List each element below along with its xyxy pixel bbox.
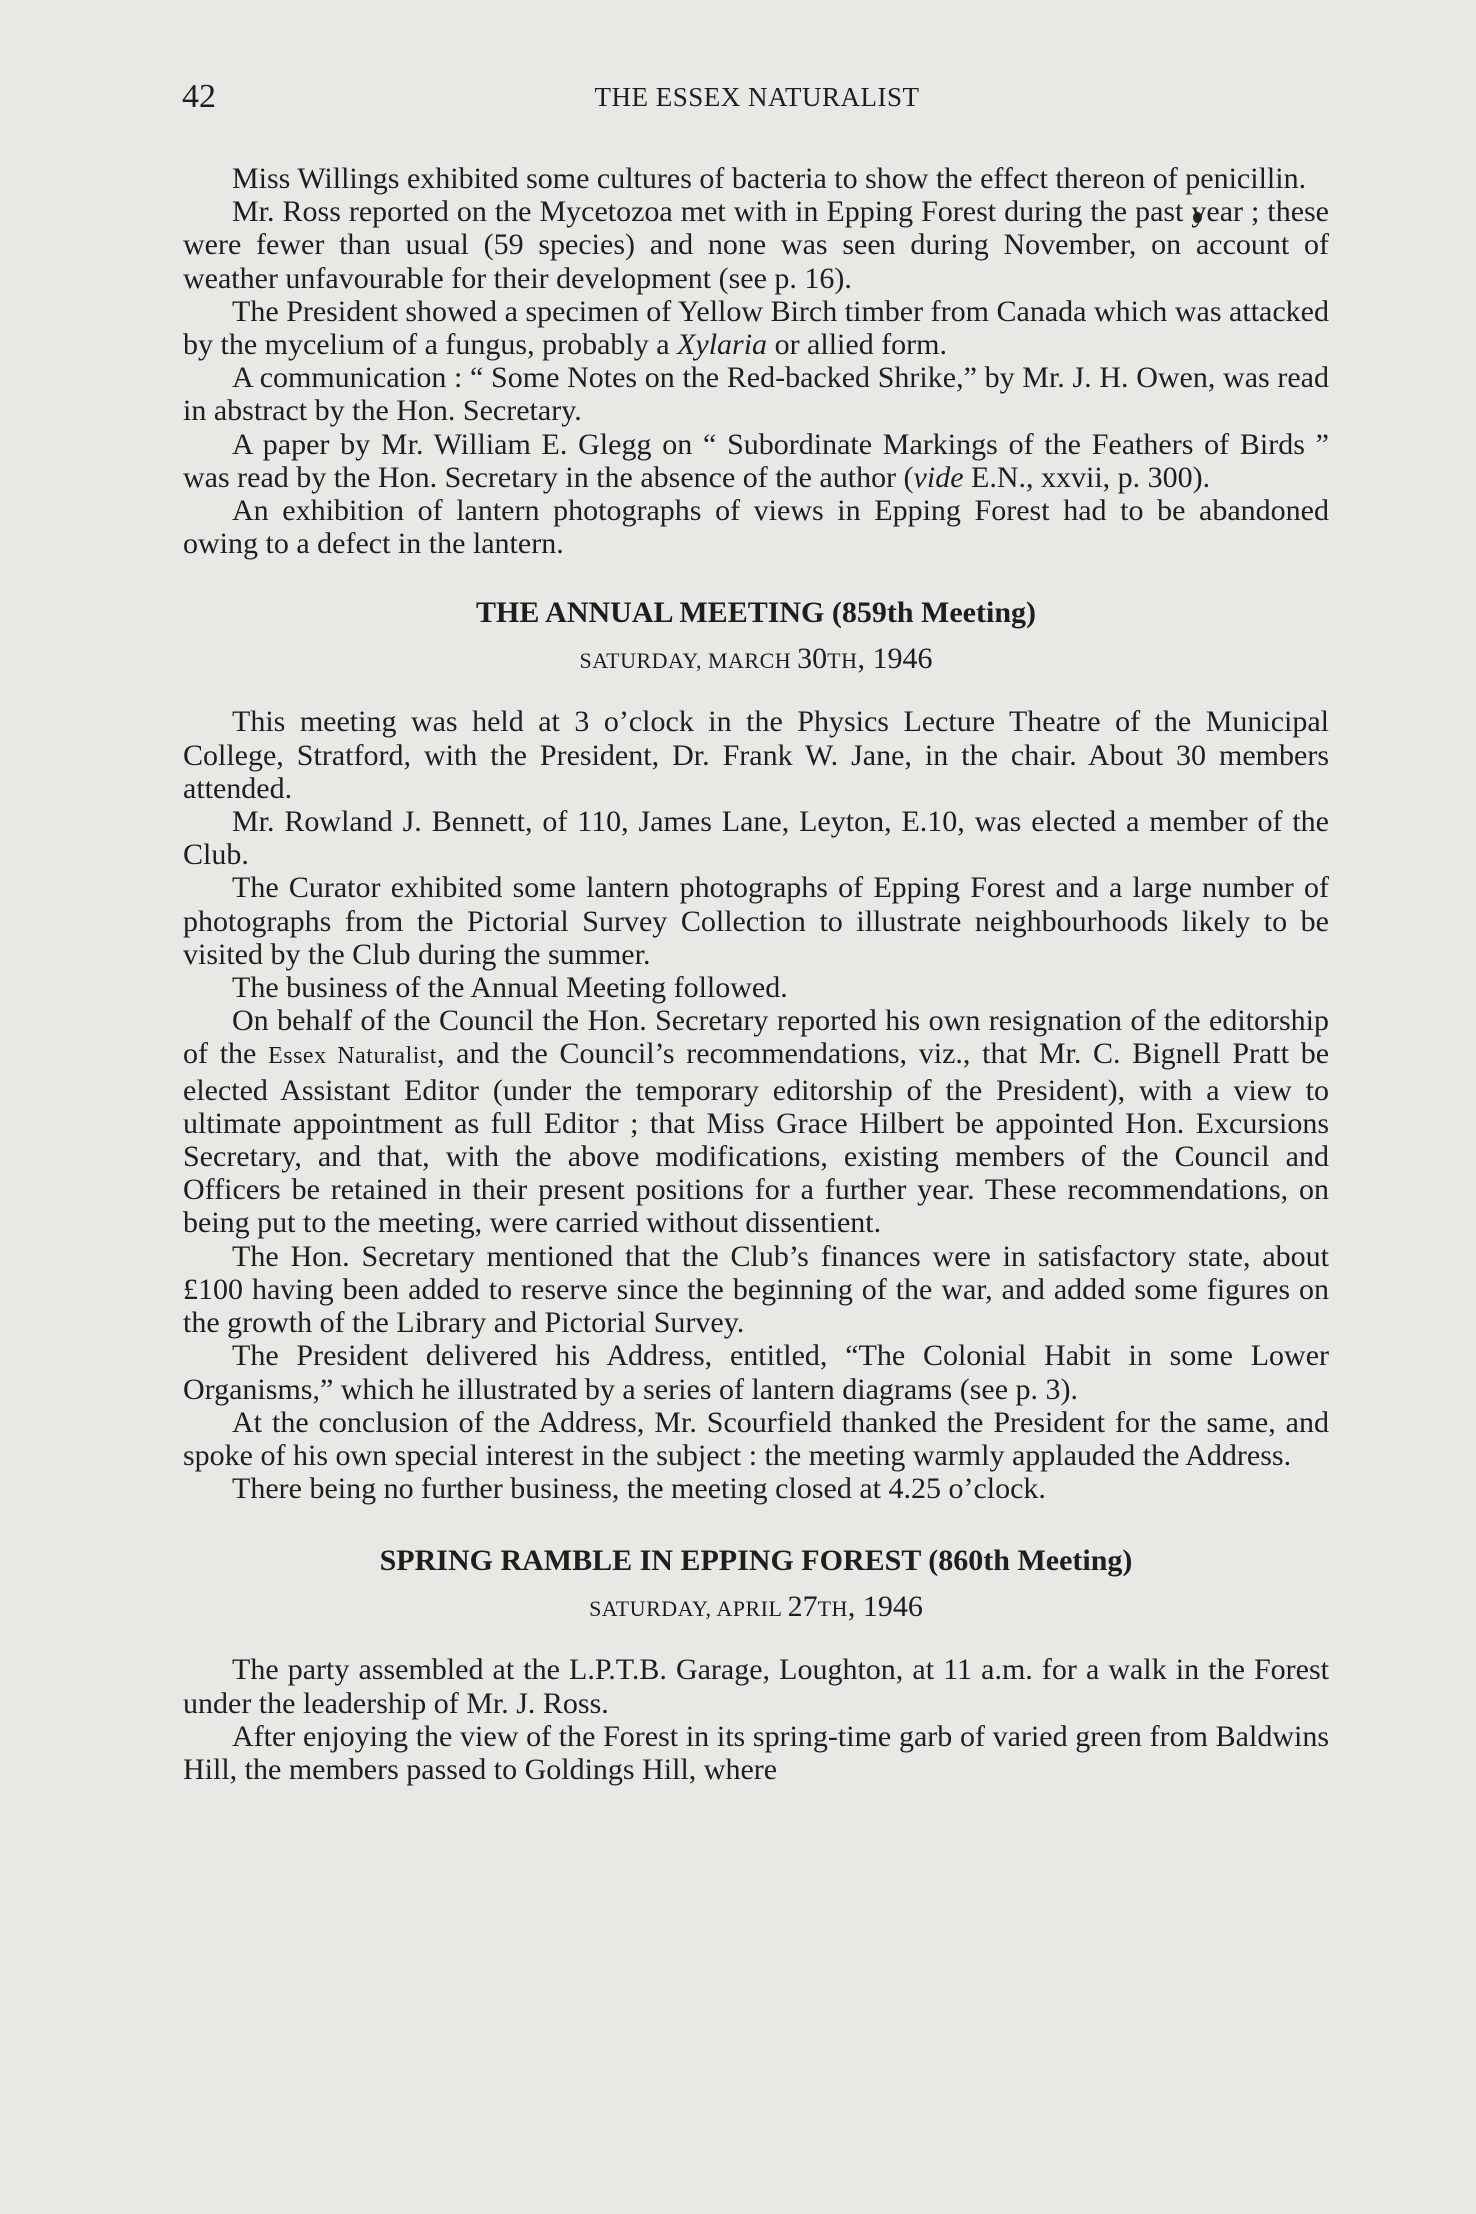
paragraph-lantern: An exhibition of lantern photographs of views in Epping Forest had to be abandoned owing to a defect in the lantern. xyxy=(183,494,1329,561)
section-date-spring-ramble: SATURDAY, APRIL 27TH, 1946 xyxy=(589,1590,923,1624)
paragraph-closed: There being no further business, the meeting closed at 4.25 o’clock. xyxy=(232,1472,1046,1506)
body-text xyxy=(183,162,1329,1786)
paragraph-baldwins-hill: After enjoying the view of the Forest in its spring-time garb of varied green from Baldwins Hill, the members passed to Goldings Hill, where xyxy=(183,1719,1329,1786)
paragraph-scourfield: At the conclusion of the Address, Mr. Scourfield thanked the President for the same, and spoke of his own special interest in the subject : the meeting warmly applauded the Address. xyxy=(183,1405,1329,1472)
paragraph-meeting-held: This meeting was held at 3 o’clock in the Physics Lecture Theatre of the Municipal College, Stratford, with the President, Dr. Frank W. Jane, in the chair. About 30 members attended. xyxy=(183,705,1329,805)
paragraph-mycetozoa: Mr. Ross reported on the Mycetozoa met with in Epping Forest during the past year ; these were fewer than usual (59 species) and none was seen during November, on account of weather unfavourable for their development (see p. 16). xyxy=(183,195,1329,295)
running-title: THE ESSEX NATURALIST xyxy=(594,82,920,112)
paragraph-bennett: Mr. Rowland J. Bennett, of 110, James Lane, Leyton, E.10, was elected a member of the Club. xyxy=(183,805,1329,872)
paragraph-yellow-birch xyxy=(183,295,1329,361)
page-header xyxy=(182,78,1332,128)
species-name: Xylaria xyxy=(677,328,768,362)
journal-name: Essex Naturalist xyxy=(268,1043,437,1070)
paragraph-curator: The Curator exhibited some lantern photographs of Epping Forest and a large number of photographs from the Pictorial Survey Collection to illustrate neighbourhoods likely to be visited by the Club during the summer. xyxy=(183,871,1329,971)
paragraph-text: or allied form. xyxy=(767,328,948,362)
paragraph-finances: The Hon. Secretary mentioned that the Club’s finances were in satisfactory state, about £100 having been added to reserve since the beginning of the war, and added some figures on the growth of the Library and Pictorial Survey. xyxy=(183,1239,1329,1340)
paragraph-text: , and the Council’s recommendations, viz., that Mr. C. Bignell Pratt be elected Assistant Editor (under the temporary editorship of the President), with a view to ultimate appointment as full Editor ; that Miss Grace Hilbert be appointed Hon. Excursions Secretary, and that, with the above modifications, existing members of the Council and Officers be retained in their present positions for a further year. These recommendations, on being put to the meeting, were carried without dissentient. xyxy=(183,1037,1330,1240)
paragraph-shrike: A communication : “ Some Notes on the Red-backed Shrike,” by Mr. J. H. Owen, was read in abstract by the Hon. Secretary. xyxy=(183,361,1329,428)
paragraph-text: On behalf of the Council the Hon. Secretary reported his own resignation of the editorship of the xyxy=(183,1004,1329,1071)
paragraph-address: The President delivered his Address, entitled, “The Colonial Habit in some Lower Organisms,” which he illustrated by a series of lantern diagrams (see p. 3). xyxy=(183,1339,1329,1406)
paragraph-text: A paper by Mr. William E. Glegg on “ Subordinate Markings of the Feathers of Birds ” was read by the Hon. Secretary in the absence of the author ( xyxy=(183,427,1329,494)
paragraph-willings: Miss Willings exhibited some cultures of bacteria to show the effect thereon of penicillin. xyxy=(232,162,1307,195)
paragraph-party-assembled: The party assembled at the L.P.T.B. Garage, Loughton, at 11 a.m. for a walk in the Forest under the leadership of Mr. J. Ross. xyxy=(183,1653,1329,1720)
paragraph-business: The business of the Annual Meeting followed. xyxy=(232,971,788,1005)
paragraph-text: The President showed a specimen of Yellow Birch timber from Canada which was attacked by the mycelium of a fungus, probably a xyxy=(183,294,1329,362)
page-number: 42 xyxy=(182,78,216,115)
section-title-spring-ramble: SPRING RAMBLE IN EPPING FOREST (860th Meeting) xyxy=(379,1544,1133,1578)
paragraph-glegg xyxy=(183,428,1329,494)
paragraph-text: E.N., xxvii, p. 300). xyxy=(963,460,1211,494)
section-title-annual-meeting: THE ANNUAL MEETING (859th Meeting) xyxy=(475,596,1036,630)
italic-word: vide xyxy=(913,460,964,494)
paragraph-council xyxy=(183,1004,1329,1239)
section-date-annual-meeting: SATURDAY, MARCH 30TH, 1946 xyxy=(579,642,933,676)
